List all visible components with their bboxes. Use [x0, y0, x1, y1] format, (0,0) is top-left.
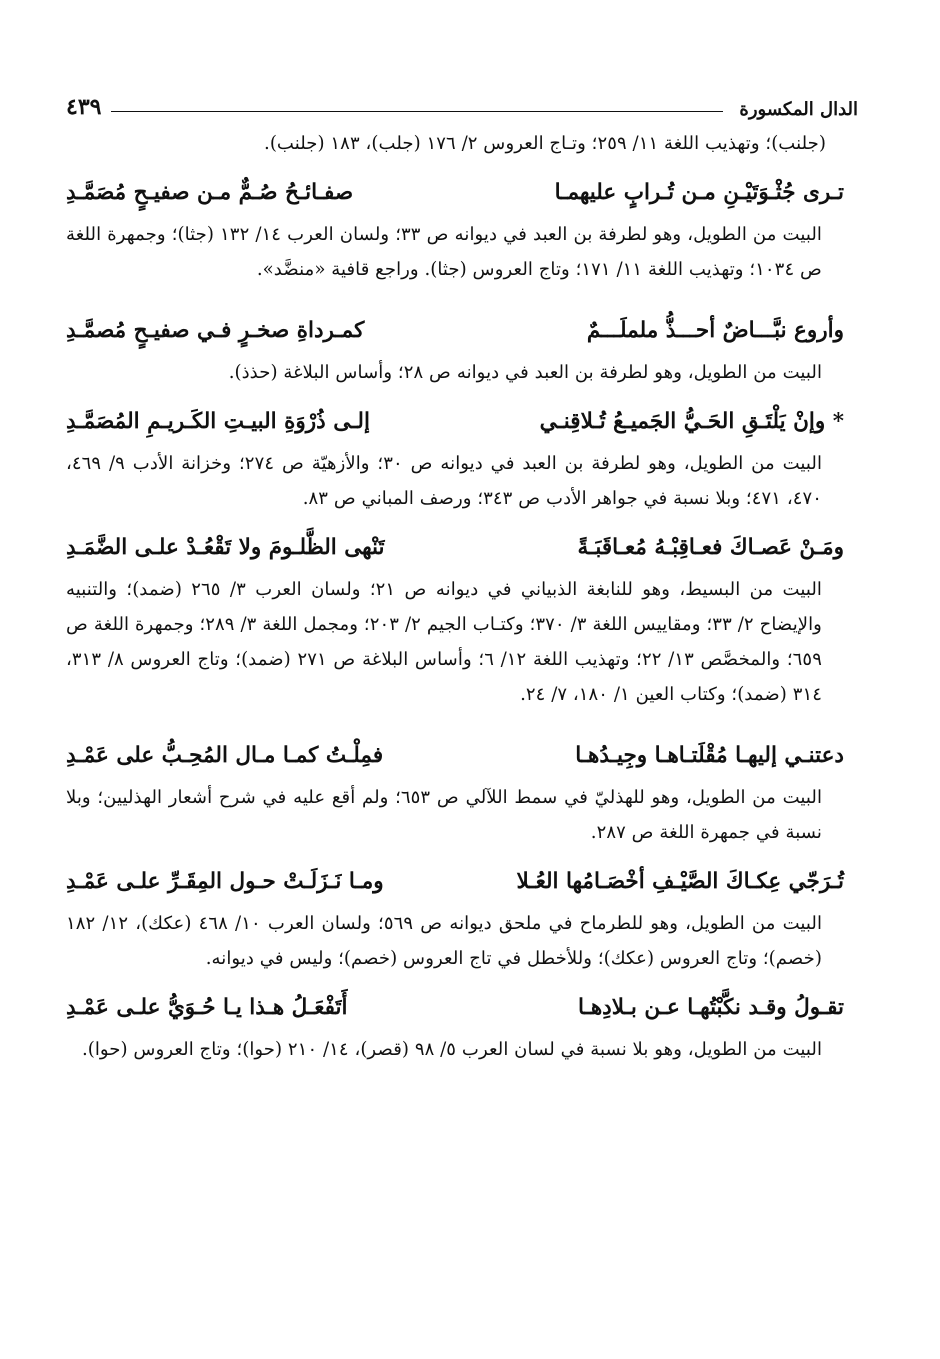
verse-first-hemistich: تُـرَجّي عِكـاكَ الصَّيْـفِ أخْصَـامُها العُـلا: [516, 869, 844, 894]
running-title: الدال المكسورة: [739, 99, 858, 120]
verse-note: البيت من الطويل، وهو للهذليّ في سمط اللآلي ص ٦٥٣؛ ولم أقع عليه في شرح أشعار الهذليين؛ وبلا نسبة في جمهرة اللغة ص ٢٨٧.: [66, 787, 823, 843]
verse-second-hemistich: تَنْهى الظَّلـومَ ولا تَقْعُـدْ علـى الضَّمَـدِ: [66, 535, 385, 560]
verse-first-hemistich: * وإنْ يَلْتَـقِ الحَـيُّ الجَميـعُ تُـلاقِنـي: [539, 409, 844, 434]
verse: [66, 860, 858, 904]
verse-note: البيت من الطويل، وهو لطرفة بن العبد في ديوانه ص ٣٠؛ والأزهيّة ص ٢٧٤؛ وخزانة الأدب ٩/ ٤٦٩، ٤٧٠، ٤٧١؛ وبلا نسبة في جواهر الأدب ص ٣٤٣؛ ورصف المباني ص ٨٣.: [66, 453, 822, 509]
document-page: [66, 72, 858, 1342]
verse-first-hemistich: تـرى جُثْـوَتَيْـنِ مـن تُـرابٍ عليهمـا: [554, 180, 844, 205]
page-header: [66, 72, 858, 120]
verse-first-hemistich: تقـولُ وقـد نكَّبْتُهـا عـن بـلادِهـا: [577, 995, 844, 1020]
verse-note: البيت من الطويل، وهو لطرفة بن العبد في ديوانه ص ٢٨؛ وأساس البلاغة (حذذ).: [228, 362, 822, 383]
verse-second-hemistich: صفـائـحُ صُـمٌّ مـن صفيـحٍ مُصَمَّـدِ: [66, 180, 354, 205]
page-number: ٤٣٩: [66, 94, 102, 120]
verse-second-hemistich: ومـا نَـزَلَـتْ حـول المِقَـرِّ علـى عَمْـدِ: [66, 869, 384, 894]
verse: [66, 526, 858, 570]
verse-second-hemistich: إلـى ذُرْوَةِ البيـتِ الكَـريـمِ المُصَمَّـدِ: [66, 409, 370, 434]
footnote-continuation: (جلنب)؛ وتهذيب اللغة ١١/ ٢٥٩؛ وتـاج العروس ٢/ ١٧٦ (جلب)، ١٨٣ (جلنب).: [264, 133, 826, 154]
verse: [66, 734, 858, 778]
header-rule: [111, 111, 723, 112]
verse-note: البيت من البسيط، وهو للنابغة الذبياني في ديوانه ص ٢١؛ ولسان العرب ٣/ ٢٦٥ (ضمد)؛ والتنبيه والإيضاح ٢/ ٣٣؛ ومقاييس اللغة ٣/ ٣٧٠؛ وكتـاب الجيم ٢/ ٢٠٣؛ ومجمل اللغة ٣/ ٢٨٩؛ وجمهرة اللغة ص ٦٥٩؛ والمخصَّص ١٣/ ٢٢؛ وتهذيب اللغة ١٢/ ٦؛ وأساس البلاغة ص ٢٧١ (ضمد)؛ وتاج العروس ٨/ ٣١٣، ٣١٤ (ضمد)؛ وكتاب العين ١/ ١٨٠، ٧/ ٢٤.: [66, 579, 822, 705]
verse-second-hemistich: فمِلْـتُ كمـا مـال المُحِـبُّ على عَمْـدِ: [66, 743, 384, 768]
verse-note: البيت من الطويل، وهو للطرماح في ملحق ديوانه ص ٥٦٩؛ ولسان العرب ١٠/ ٤٦٨ (عكك)، ١٢/ ١٨٢ (خصم)؛ وتاج العروس (عكك)؛ وللأخطل في تاج العروس (خصم)؛ وليس في ديوانه.: [66, 913, 822, 969]
verse-first-hemistich: دعتنـي إليهـا مُقْلَتـاهـا وجِيـدُهـا: [575, 743, 844, 768]
verse: [66, 309, 858, 353]
verse-note: البيت من الطويل، وهو لطرفة بن العبد في ديوانه ص ٣٣؛ ولسان العرب ١٤/ ١٣٢ (جثا)؛ وجمهرة اللغة ص ١٠٣٤؛ وتهذيب اللغة ١١/ ١٧١؛ وتاج العروس (جثا). وراجع قافية «منضَّد».: [66, 224, 822, 280]
entries-list: [66, 126, 858, 1067]
verse-first-hemistich: ومَـنْ عَصـاكَ فعـاقِبْـهُ مُعـاقَبَـةً: [577, 535, 844, 560]
verse: [66, 171, 858, 215]
verse: [66, 986, 858, 1030]
verse: [66, 400, 858, 444]
verse-second-hemistich: أَتَفْعَـلُ هـذا يـا حُـوَيُّ علـى عَمْـدِ: [66, 995, 348, 1020]
verse-second-hemistich: كمـرداةِ صخـرٍ فـي صفيـحٍ مُصمَّـدِ: [66, 318, 365, 343]
verse-first-hemistich: وأروع نبَّـــاضٌ أحـــذُّ ململَـــمٌ: [586, 318, 844, 343]
verse-note: البيت من الطويل، وهو بلا نسبة في لسان العرب ٥/ ٩٨ (قصر)، ١٤/ ٢١٠ (حوا)؛ وتاج العروس (حوا).: [81, 1039, 822, 1060]
